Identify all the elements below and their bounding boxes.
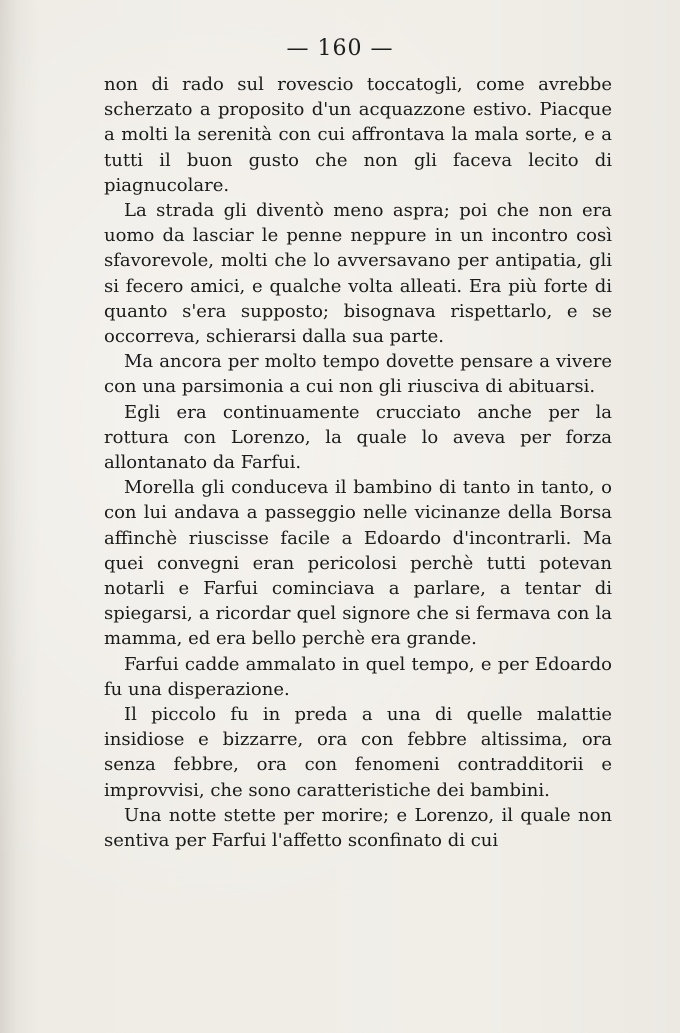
paragraph-8: Una notte stette per morire; e Lorenzo, il quale non sentiva per Farfui l'affetto sconfinato di cui <box>104 804 612 852</box>
paragraph-5: Morella gli conduceva il bambino di tanto in tanto, o con lui andava a passeggio nelle vicinanze della Borsa affinchè riuscisse facile a Edoardo d'incontrarli. Ma quei convegni eran pericolosi perchè tutti potevan notarli e Farfui cominciava a parlare, a tentar di spiegarsi, a ricordar quel signore che si fermava con la mamma, ed era bello perchè era grande. <box>104 477 612 650</box>
paragraph-6: Farfui cadde ammalato in quel tempo, e per Edoardo fu una disperazione. <box>104 653 612 700</box>
page-number: — 160 — <box>286 36 394 61</box>
paragraph-1: non di rado sul rovescio toccatogli, come avrebbe scherzato a proposito d'un acquazzone estivo. Piacque a molti la serenità con cui affrontava la mala sorte, e a tutti il buon gusto che non gli faceva lecito di piagnucolare. <box>104 74 612 196</box>
body-text <box>104 72 612 853</box>
paragraph-4: Egli era continuamente crucciato anche per la rottura con Lorenzo, la quale lo aveva per forza allontanato da Farfui. <box>104 401 612 474</box>
paragraph-2: La strada gli diventò meno aspra; poi che non era uomo da lasciar le penne neppure in un incontro così sfavorevole, molti che lo avversavano per antipatia, gli si fecero amici, e qualche volta alleati. Era più forte di quanto s'era supposto; bisognava rispettarlo, e se occorreva, schierarsi dalla sua parte. <box>104 200 612 348</box>
paragraph-3: Ma ancora per molto tempo dovette pensare a vivere con una parsimonia a cui non gli riusciva di abituarsi. <box>104 351 612 398</box>
paragraph-7: Il piccolo fu in preda a una di quelle malattie insidiose e bizzarre, ora con febbre altissima, ora senza febbre, ora con fenomeni contradditorii e improvvisi, che sono caratteristiche dei bambini. <box>104 704 612 801</box>
